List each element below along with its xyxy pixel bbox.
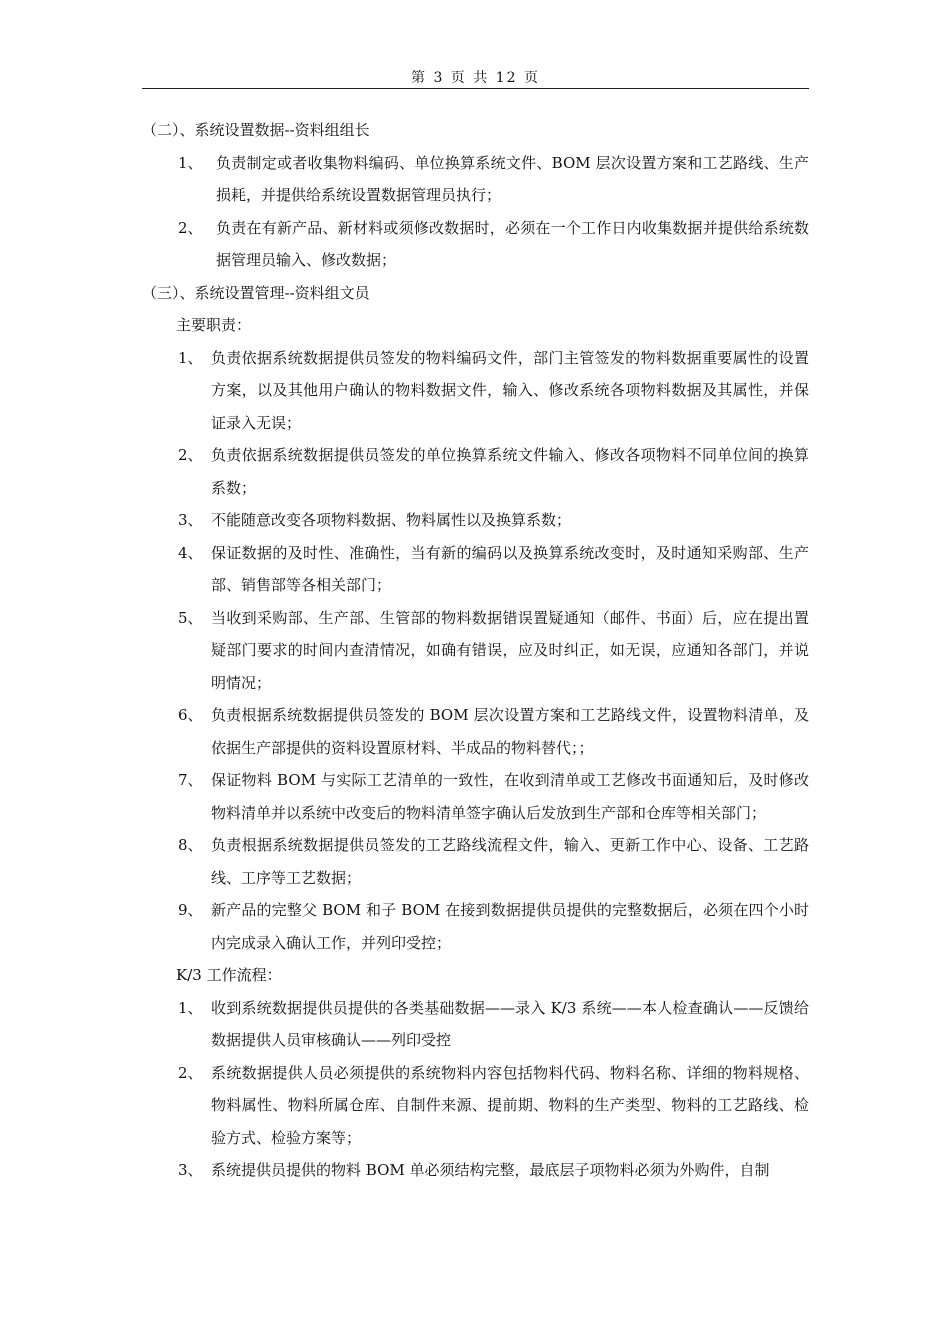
list-item-number: 2、 xyxy=(178,446,203,464)
list-item-text: 保证数据的及时性、准确性，当有新的编码以及换算系统改变时，及时通知采购部、生产部、销售部等各相关部门； xyxy=(211,543,809,594)
list-item xyxy=(142,894,809,959)
list-item xyxy=(142,992,809,1057)
list-item-number: 1、 xyxy=(178,153,203,172)
list-item xyxy=(142,439,809,504)
list-item-text: 负责根据系统数据提供员签发的 BOM 层次设置方案和工艺路线文件，设置物料清单，及依据生产部提供的资料设置原材料、半成品的物料替代；； xyxy=(211,706,809,757)
list-item xyxy=(142,147,809,212)
list-item-number: 2、 xyxy=(178,218,203,237)
list-item xyxy=(142,602,809,700)
list-item xyxy=(142,342,809,440)
list-item-number: 4、 xyxy=(178,543,203,562)
list-item-text: 系统提供员提供的物料 BOM 单必须结构完整，最底层子项物料必须为外购件，自制 xyxy=(211,1161,770,1179)
list-item-number: 2、 xyxy=(178,1063,203,1082)
list-item xyxy=(142,829,809,894)
workflow-label: K/3 工作流程： xyxy=(176,966,282,984)
list-item xyxy=(142,1154,809,1187)
document-body xyxy=(142,114,809,1187)
list-item-number: 8、 xyxy=(178,836,203,854)
list-item-text: 负责在有新产品、新材料或须修改数据时，必须在一个工作日内收集数据并提供给系统数据管理员输入、修改数据； xyxy=(216,218,809,269)
list-item xyxy=(142,764,809,829)
list-item xyxy=(142,212,809,277)
list-item-text: 保证物料 BOM 与实际工艺清单的一致性，在收到清单或工艺修改书面通知后，及时修改物料清单并以系统中改变后的物料清单签字确认后发放到生产部和仓库等相关部门； xyxy=(211,771,809,822)
section-heading-management: （三）、系统设置管理--资料组文员 xyxy=(142,283,370,302)
list-item xyxy=(142,504,809,537)
list-item-text: 当收到采购部、生产部、生管部的物料数据错误置疑通知（邮件、书面）后，应在提出置疑部门要求的时间内查清情况，如确有错误，应及时纠正，如无误，应通知各部门，并说明情况； xyxy=(211,608,809,692)
list-item xyxy=(142,1057,809,1155)
list-item-text: 负责制定或者收集物料编码、单位换算系统文件、BOM 层次设置方案和工艺路线、生产损耗，并提供给系统设置数据管理员执行； xyxy=(216,153,809,204)
list-item-number: 3、 xyxy=(178,511,203,529)
list-item-number: 5、 xyxy=(178,608,203,627)
list-item xyxy=(142,699,809,764)
section-heading-data: （二）、系统设置数据--资料组组长 xyxy=(142,121,370,139)
list-item-text: 不能随意改变各项物料数据、物料属性以及换算系数； xyxy=(211,511,572,529)
list-item-text: 新产品的完整父 BOM 和子 BOM 在接到数据提供员提供的完整数据后，必须在四个小时内完成录入确认工作，并列印受控； xyxy=(211,901,809,952)
list-item-number: 9、 xyxy=(178,901,203,919)
list-item-text: 负责依据系统数据提供员签发的物料编码文件，部门主管签发的物料数据重要属性的设置方案，以及其他用户确认的物料数据文件，输入、修改系统各项物料数据及其属性，并保证录入无误； xyxy=(211,348,809,432)
list-item-text: 收到系统数据提供员提供的各类基础数据——录入 K/3 系统——本人检查确认——反馈给数据提供人员审核确认——列印受控 xyxy=(211,998,809,1049)
list-item-number: 1、 xyxy=(178,998,203,1017)
list-item-text: 系统数据提供人员必须提供的系统物料内容包括物料代码、物料名称、详细的物料规格、物料属性、物料所属仓库、自制件来源、提前期、物料的生产类型、物料的工艺路线、检验方式、检验方案等； xyxy=(211,1063,809,1147)
list-item-text: 负责根据系统数据提供员签发的工艺路线流程文件，输入、更新工作中心、设备、工艺路线、工序等工艺数据； xyxy=(211,836,809,887)
duties-label: 主要职责： xyxy=(176,316,252,334)
page-header xyxy=(142,68,809,89)
list-item-number: 6、 xyxy=(178,706,203,724)
page-indicator: 第 3 页 共 12 页 xyxy=(411,70,540,86)
list-item xyxy=(142,537,809,602)
list-item-number: 7、 xyxy=(178,771,203,789)
list-item-text: 负责依据系统数据提供员签发的单位换算系统文件输入、修改各项物料不同单位间的换算系数； xyxy=(211,446,809,497)
list-item-number: 3、 xyxy=(178,1161,203,1179)
list-item-number: 1、 xyxy=(178,348,203,367)
